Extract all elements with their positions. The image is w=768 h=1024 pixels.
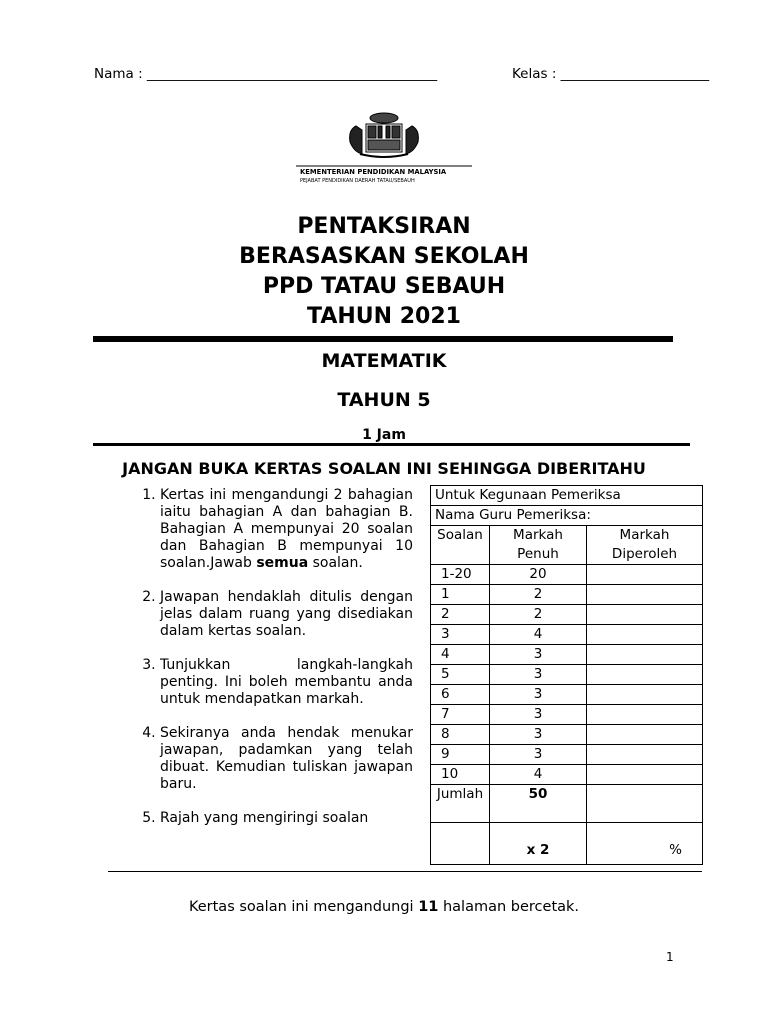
marks-table-row [431,685,703,705]
total-obtained-cell[interactable] [587,785,703,823]
marks-obtained-cell[interactable] [587,745,703,765]
marks-obtained-cell[interactable] [587,645,703,665]
marks-table-row [431,645,703,665]
marks-table-row [431,705,703,725]
question-number-cell: 7 [431,705,490,725]
title-line-1: PENTAKSIRAN [297,214,471,239]
header-full-marks: Markah Penuh [490,526,587,565]
question-number-cell: 10 [431,765,490,785]
full-marks-cell: 3 [490,725,587,745]
marks-obtained-cell[interactable] [587,725,703,745]
header-question: Soalan [431,526,490,565]
title-line-3: PPD TATAU SEBAUH [262,274,506,299]
full-marks-cell: 2 [490,605,587,625]
question-number-cell: 9 [431,745,490,765]
warning-text: JANGAN BUKA KERTAS SOALAN INI SEHINGGA DIBERITAHU [122,459,646,478]
full-marks-cell: 4 [490,625,587,645]
question-number-cell: 1 [431,585,490,605]
marks-table-row [431,725,703,745]
full-marks-cell: 3 [490,745,587,765]
marks-table-row [431,565,703,585]
logo-ministry-text: KEMENTERIAN PENDIDIKAN MALAYSIA [300,168,447,176]
full-marks-cell: 20 [490,565,587,585]
question-number-cell: 8 [431,725,490,745]
marks-table-row [431,765,703,785]
marks-obtained-cell[interactable] [587,605,703,625]
multiplier-label: x 2 [490,823,587,865]
question-number-cell: 6 [431,685,490,705]
examiner-name-label: Nama Guru Pemeriksa: [431,506,703,526]
multiplier-empty-cell [431,823,490,865]
full-marks-cell: 3 [490,685,587,705]
title-line-2: BERASASKAN SEKOLAH [239,244,529,269]
percent-cell[interactable]: % [587,823,703,865]
instruction-item: 3. Tunjukkan langkah-langkah penting. Ini boleh membantu anda untuk mendapatkan markah. [160,657,413,708]
instruction-item: 2. Jawapan hendaklah ditulis dengan jelas dalam ruang yang disediakan dalam kertas soalan. [160,589,413,640]
title-divider-thick [93,336,673,342]
examiner-marks-table [430,485,703,865]
logo-office-text: PEJABAT PENDIDIKAN DAERAH TATAU/SEBAUH [300,178,415,184]
exam-duration: 1 Jam [362,427,406,443]
instructions-list [130,487,413,863]
subject-divider [93,443,690,446]
marks-obtained-cell[interactable] [587,705,703,725]
header-marks-obtained: Markah Diperoleh [587,526,703,565]
full-marks-cell: 3 [490,665,587,685]
full-marks-cell: 3 [490,645,587,665]
footer-divider [108,871,702,872]
marks-obtained-cell[interactable] [587,585,703,605]
full-marks-cell: 4 [490,765,587,785]
coat-of-arms-icon [350,113,419,157]
marks-table-title: Untuk Kegunaan Pemeriksa [431,486,703,506]
question-number-cell: 5 [431,665,490,685]
marks-obtained-cell[interactable] [587,625,703,645]
page-count: 11 [418,899,439,915]
subject-name: MATEMATIK [321,350,447,372]
marks-table-row [431,665,703,685]
ministry-logo [288,110,480,190]
subject-year: TAHUN 5 [337,389,431,411]
marks-table-row [431,625,703,645]
question-number-cell: 1-20 [431,565,490,585]
full-marks-cell: 2 [490,585,587,605]
title-line-4: TAHUN 2021 [307,304,461,329]
marks-table-row [431,745,703,765]
question-number-cell: 2 [431,605,490,625]
question-number-cell: 3 [431,625,490,645]
marks-obtained-cell[interactable] [587,685,703,705]
page-number: 1 [666,950,674,964]
total-label: Jumlah [431,785,490,823]
instruction-item: 1. Kertas ini mengandungi 2 bahagian iaitu bahagian A dan bahagian B. Bahagian A mempunyai 20 soalan dan Bahagian B mempunyai 10 soalan.Jawab semua soalan. [160,487,413,572]
marks-obtained-cell[interactable] [587,665,703,685]
name-field-line: Nama : ___________________________________________ [94,66,438,82]
full-marks-cell: 3 [490,705,587,725]
question-number-cell: 4 [431,645,490,665]
marks-table-row [431,605,703,625]
marks-obtained-cell[interactable] [587,765,703,785]
instruction-item: 4. Sekiranya anda hendak menukar jawapan, padamkan yang telah dibuat. Kemudian tuliskan jawapan baru. [160,725,413,793]
marks-table-row [431,585,703,605]
page-count-note: Kertas soalan ini mengandungi 11 halaman bercetak. [188,899,580,915]
class-field-line: Kelas : ______________________ [512,66,710,82]
marks-obtained-cell[interactable] [587,565,703,585]
total-value: 50 [490,785,587,823]
instruction-item: 5. Rajah yang mengiringi soalan [160,810,413,827]
